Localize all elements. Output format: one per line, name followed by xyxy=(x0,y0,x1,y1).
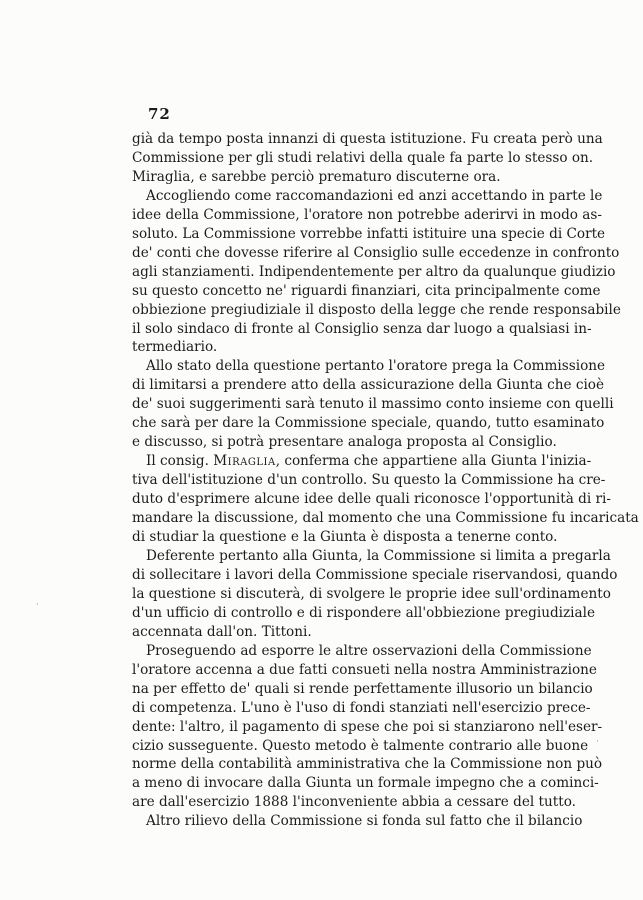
text-line: d'un ufficio di controllo e di rispondere all'obbiezione pregiudiziale xyxy=(132,604,596,621)
text-line: na per effetto de' quali si rende perfettamente illusorio un bilancio xyxy=(132,680,593,697)
text-line: termediario. xyxy=(132,339,218,356)
paragraph-1 xyxy=(132,130,603,187)
paragraph-2 xyxy=(132,187,621,358)
text-line: obbiezione pregiudiziale il disposto della legge che rende responsabile xyxy=(132,301,621,318)
text-line: di limitarsi a prendere atto della assicurazione della Giunta che cioè xyxy=(132,377,605,394)
text-line: già da tempo posta innanzi di questa istituzione. Fu creata però una xyxy=(132,131,603,147)
text-fragment: Il consig. xyxy=(146,453,214,470)
text-line: Miraglia, e sarebbe perciò prematuro discuterne ora. xyxy=(132,168,501,185)
page-number: 72 xyxy=(148,105,171,123)
text-line: su questo concetto ne' riguardi finanziari, cita principalmente come xyxy=(132,282,601,299)
text-line: Accogliendo come raccomandazioni ed anzi accettando in parte le xyxy=(146,187,603,204)
text-line: norme della contabilità amministrativa che la Commissione non può xyxy=(132,756,603,773)
text-fragment: , conferma che appartiene alla Giunta l'inizia- xyxy=(275,453,592,470)
text-line: che sarà per dare la Commissione speciale, quando, tutto esaminato xyxy=(132,415,605,432)
text-line: Allo stato della questione pertanto l'oratore prega la Commissione xyxy=(146,358,606,375)
text-line: Deferente pertanto alla Giunta, la Commissione si limita a pregarla xyxy=(146,547,611,564)
text-line: di sollecitare i lavori della Commissione speciale riservandosi, quando xyxy=(132,566,618,583)
text-line: soluto. La Commissione vorrebbe infatti istituire una specie di Corte xyxy=(132,225,606,242)
text-line: di competenza. L'uno è l'uso di fondi stanziati nell'esercizio prece- xyxy=(132,699,591,716)
text-line: e discusso, si potrà presentare analoga proposta al Consiglio. xyxy=(132,434,557,451)
text-line: agli stanziamenti. Indipendentemente per altro da qualunque giudizio xyxy=(132,263,616,280)
text-line: de' conti che dovesse riferire al Consiglio sulle eccedenze in confronto xyxy=(132,244,620,261)
paragraph-7 xyxy=(132,812,583,831)
text-line: l'oratore accenna a due fatti consueti nella nostra Amministrazione xyxy=(132,661,597,678)
text-line: tiva dell'istituzione d'un controllo. Su questo la Commissione ha cre- xyxy=(132,472,606,489)
text-line: cizio susseguente. Questo metodo è talmente contrario alle buone xyxy=(132,737,589,754)
text-line: dente: l'altro, il pagamento di spese che poi si stanziarono nell'eser- xyxy=(132,718,603,735)
scan-speck: · xyxy=(596,737,599,747)
text-line: la questione si discuterà, di svolgere le proprie idee sull'ordinamento xyxy=(132,585,611,602)
text-line: Commissione per gli studi relativi della quale fa parte lo stesso on. xyxy=(132,149,594,166)
text-line: mandare la discussione, dal momento che una Commissione fu incaricata xyxy=(132,510,639,527)
text-line: accennata dall'on. Tittoni. xyxy=(132,623,312,640)
paragraph-6 xyxy=(132,642,603,813)
text-line: il solo sindaco di fronte al Consiglio senza dar luogo a qualsiasi in- xyxy=(132,320,592,337)
body-text xyxy=(132,130,639,831)
text-line: a meno di invocare dalla Giunta un formale impegno che a cominci- xyxy=(132,775,599,792)
text-line: Altro rilievo della Commissione si fonda sul fatto che il bilancio xyxy=(146,813,583,830)
text-line: di studiar la questione e la Giunta è disposta a tenerne conto. xyxy=(132,529,558,546)
speaker-name: Miraglia xyxy=(213,453,276,470)
text-line: are dall'esercizio 1888 l'inconveniente abbia a cessare del tutto. xyxy=(132,794,576,811)
paragraph-4 xyxy=(132,452,639,547)
scan-speck: · xyxy=(36,600,39,610)
text-line: Proseguendo ad esporre le altre osservazioni della Commissione xyxy=(146,642,592,659)
paragraph-5 xyxy=(132,547,618,642)
paragraph-3 xyxy=(132,357,614,452)
text-line xyxy=(132,452,592,471)
text-line: de' suoi suggerimenti sarà tenuto il massimo conto insieme con quelli xyxy=(132,396,614,413)
text-line: idee della Commissione, l'oratore non potrebbe aderirvi in modo as- xyxy=(132,206,602,223)
text-line: duto d'esprimere alcune idee delle quali riconosce l'opportunità di ri- xyxy=(132,491,611,508)
